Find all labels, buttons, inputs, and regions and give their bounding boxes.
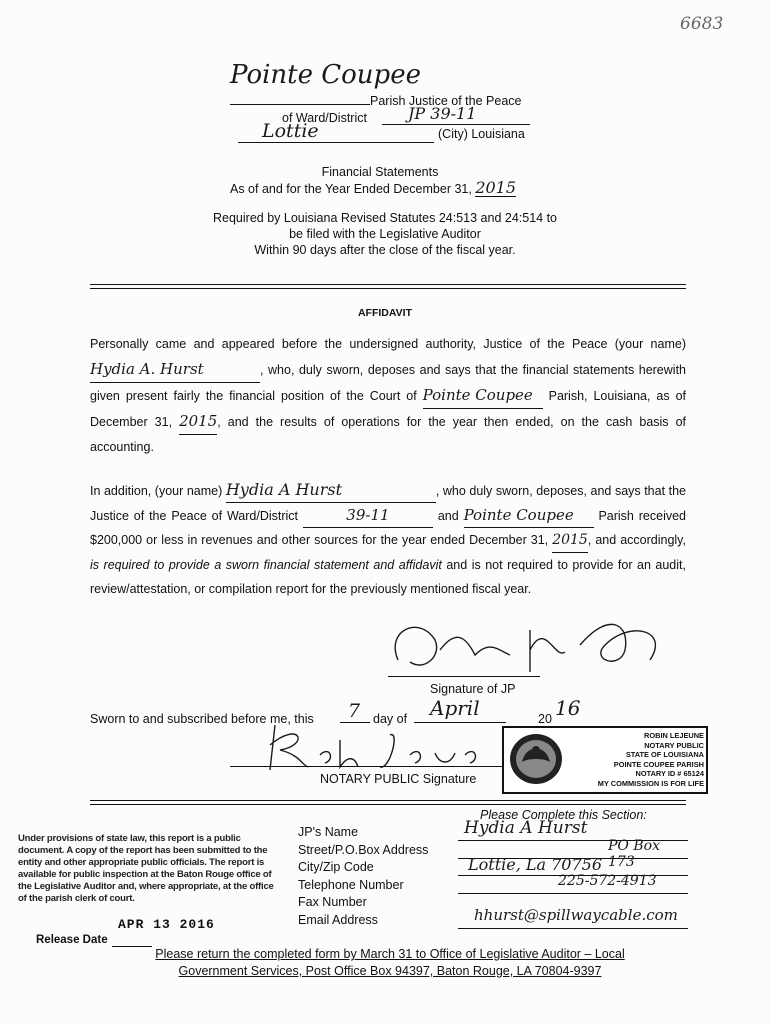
p2-jp-name: Hydia A Hurst [226,478,436,503]
p1-text-d: , and the results of operations for the year then ended, on the cash basis of accounting. [90,415,687,454]
divider-top-1 [90,284,686,285]
p2-year: 2015 [552,528,588,553]
p1-year: 2015 [179,409,217,435]
value-jp-name: Hydia A Hurst [464,818,588,838]
affidavit-title: AFFIDAVIT [357,307,413,319]
corner-number: 6683 [680,14,724,34]
divider-top-2 [90,288,686,289]
stamp-line-5: NOTARY ID # 65124 [635,769,704,779]
p1-text-a: Personally came and appeared before the undersigned authority, Justice of the Peace (your name) [90,337,686,351]
affidavit-paragraph-1 [90,332,686,460]
label-telephone: Telephone Number [298,878,404,892]
label-fax: Fax Number [298,895,367,909]
p2-text-f: and is not required to provide for an audit, review/attestation, or compilation report for the previously mentioned fiscal year. [90,558,686,596]
year-line [230,180,516,197]
stamp-line-1: ROBIN LEJEUNE [644,731,704,740]
statements-title: Financial Statements [321,165,439,179]
signature-line [388,676,540,677]
public-notice: Under provisions of state law, this report is a public document. A copy of the report has been submitted to the entity and other appropriate public officials. The report is available for public inspection at the Baton Rouge office of the Legislative Auditor and, where appropriate, at the office of the parish clerk of court. [18,833,274,904]
p2-text-b: , who duly sworn, deposes, and says that the Justice of the Peace of Ward/District [90,484,686,523]
sworn-day: 7 [348,700,361,722]
affidavit-paragraph-2 [90,478,686,601]
city-handwritten: Lottie [262,120,319,142]
parish-suffix: Parish Justice of the Peace [370,94,522,108]
p2-text-e: , and accordingly, [587,533,686,547]
p2-ward: 39-11 [303,503,433,528]
stamp-line-2: NOTARY PUBLIC [644,740,704,750]
label-street: Street/P.O.Box Address [298,843,429,857]
footer-line-2: Government Services, Post Office Box 94397, Baton Rouge, LA 70804-9397 [178,964,602,978]
signature-label: Signature of JP [430,682,516,696]
notary-line [230,766,502,767]
required-line-2: be filed with the Legislative Auditor [289,227,481,241]
notary-stamp-text [564,731,704,789]
ward-prefix: of Ward/District [282,111,367,125]
received-stamp-date: APR 13 2016 [118,917,215,932]
complete-label: Please Complete this Section: [480,808,647,822]
sworn-day-of: day of [373,712,408,726]
stamp-line-3: STATE OF LOUISIANA [625,750,704,760]
label-city-zip: City/Zip Code [298,860,374,874]
p2-italic-text: is required to provide a sworn financial statement and affidavit [90,558,442,572]
sworn-month: April [430,696,480,720]
sworn-prefix: Sworn to and subscribed before me, this [90,712,314,726]
required-line-1: Required by Louisiana Revised Statutes 24:513 and 24:514 to [213,211,557,225]
ward-handwritten: JP 39-11 [408,104,477,123]
label-email: Email Address [298,913,378,927]
release-label: Release Date [36,934,108,946]
year-handwritten: 2015 [475,178,517,197]
field-email [458,906,688,929]
p2-parish: Pointe Coupee [464,503,594,528]
p2-text-d: Parish received $200,000 or less in revenues and other sources for the year ended December 31, [90,509,687,547]
value-telephone: 225-572-4913 [558,873,657,889]
divider-bottom-1 [90,800,686,801]
divider-bottom-2 [90,804,686,805]
value-city-zip: Lottie, La 70756 [468,855,603,874]
city-field [238,122,434,143]
sworn-year-prefix: 20 [538,712,552,726]
jp-signature [380,600,680,680]
sworn-year-suffix: 16 [555,696,581,720]
p2-text-c: and [437,509,459,523]
footer-line-1: Please return the completed form by March 31 to Office of Legislative Auditor – Local [155,947,625,961]
value-street: PO Box 173 [608,838,660,870]
notary-stamp [502,726,708,794]
parish-underline [230,104,370,105]
p1-text-b: , who, duly sworn, deposes and says that the financial statements herewith given present fairly the financial position of the Court of [90,363,686,403]
year-line-text: As of and for the Year Ended December 31, [230,182,472,196]
header-parish-line [230,60,550,110]
value-email: hhurst@spillwaycable.com [474,906,678,924]
label-jp-name: JP's Name [298,825,359,839]
p2-text-a: In addition, (your name) [90,484,223,498]
p1-text-c: Parish, Louisiana, as of December 31, [90,389,686,429]
required-line-3: Within 90 days after the close of the fiscal year. [254,243,516,257]
field-telephone [458,873,688,894]
notary-label: NOTARY PUBLIC Signature [320,772,477,786]
stamp-line-4: POINTE COUPEE PARISH [613,759,704,769]
p1-jp-name: Hydia A. Hurst [90,357,260,383]
pelican-seal-icon [508,732,564,786]
parish-handwritten: Pointe Coupee [230,60,421,90]
stamp-line-6: MY COMMISSION IS FOR LIFE [597,778,704,788]
city-suffix: (City) Louisiana [438,127,525,141]
p1-parish: Pointe Coupee [423,383,543,409]
